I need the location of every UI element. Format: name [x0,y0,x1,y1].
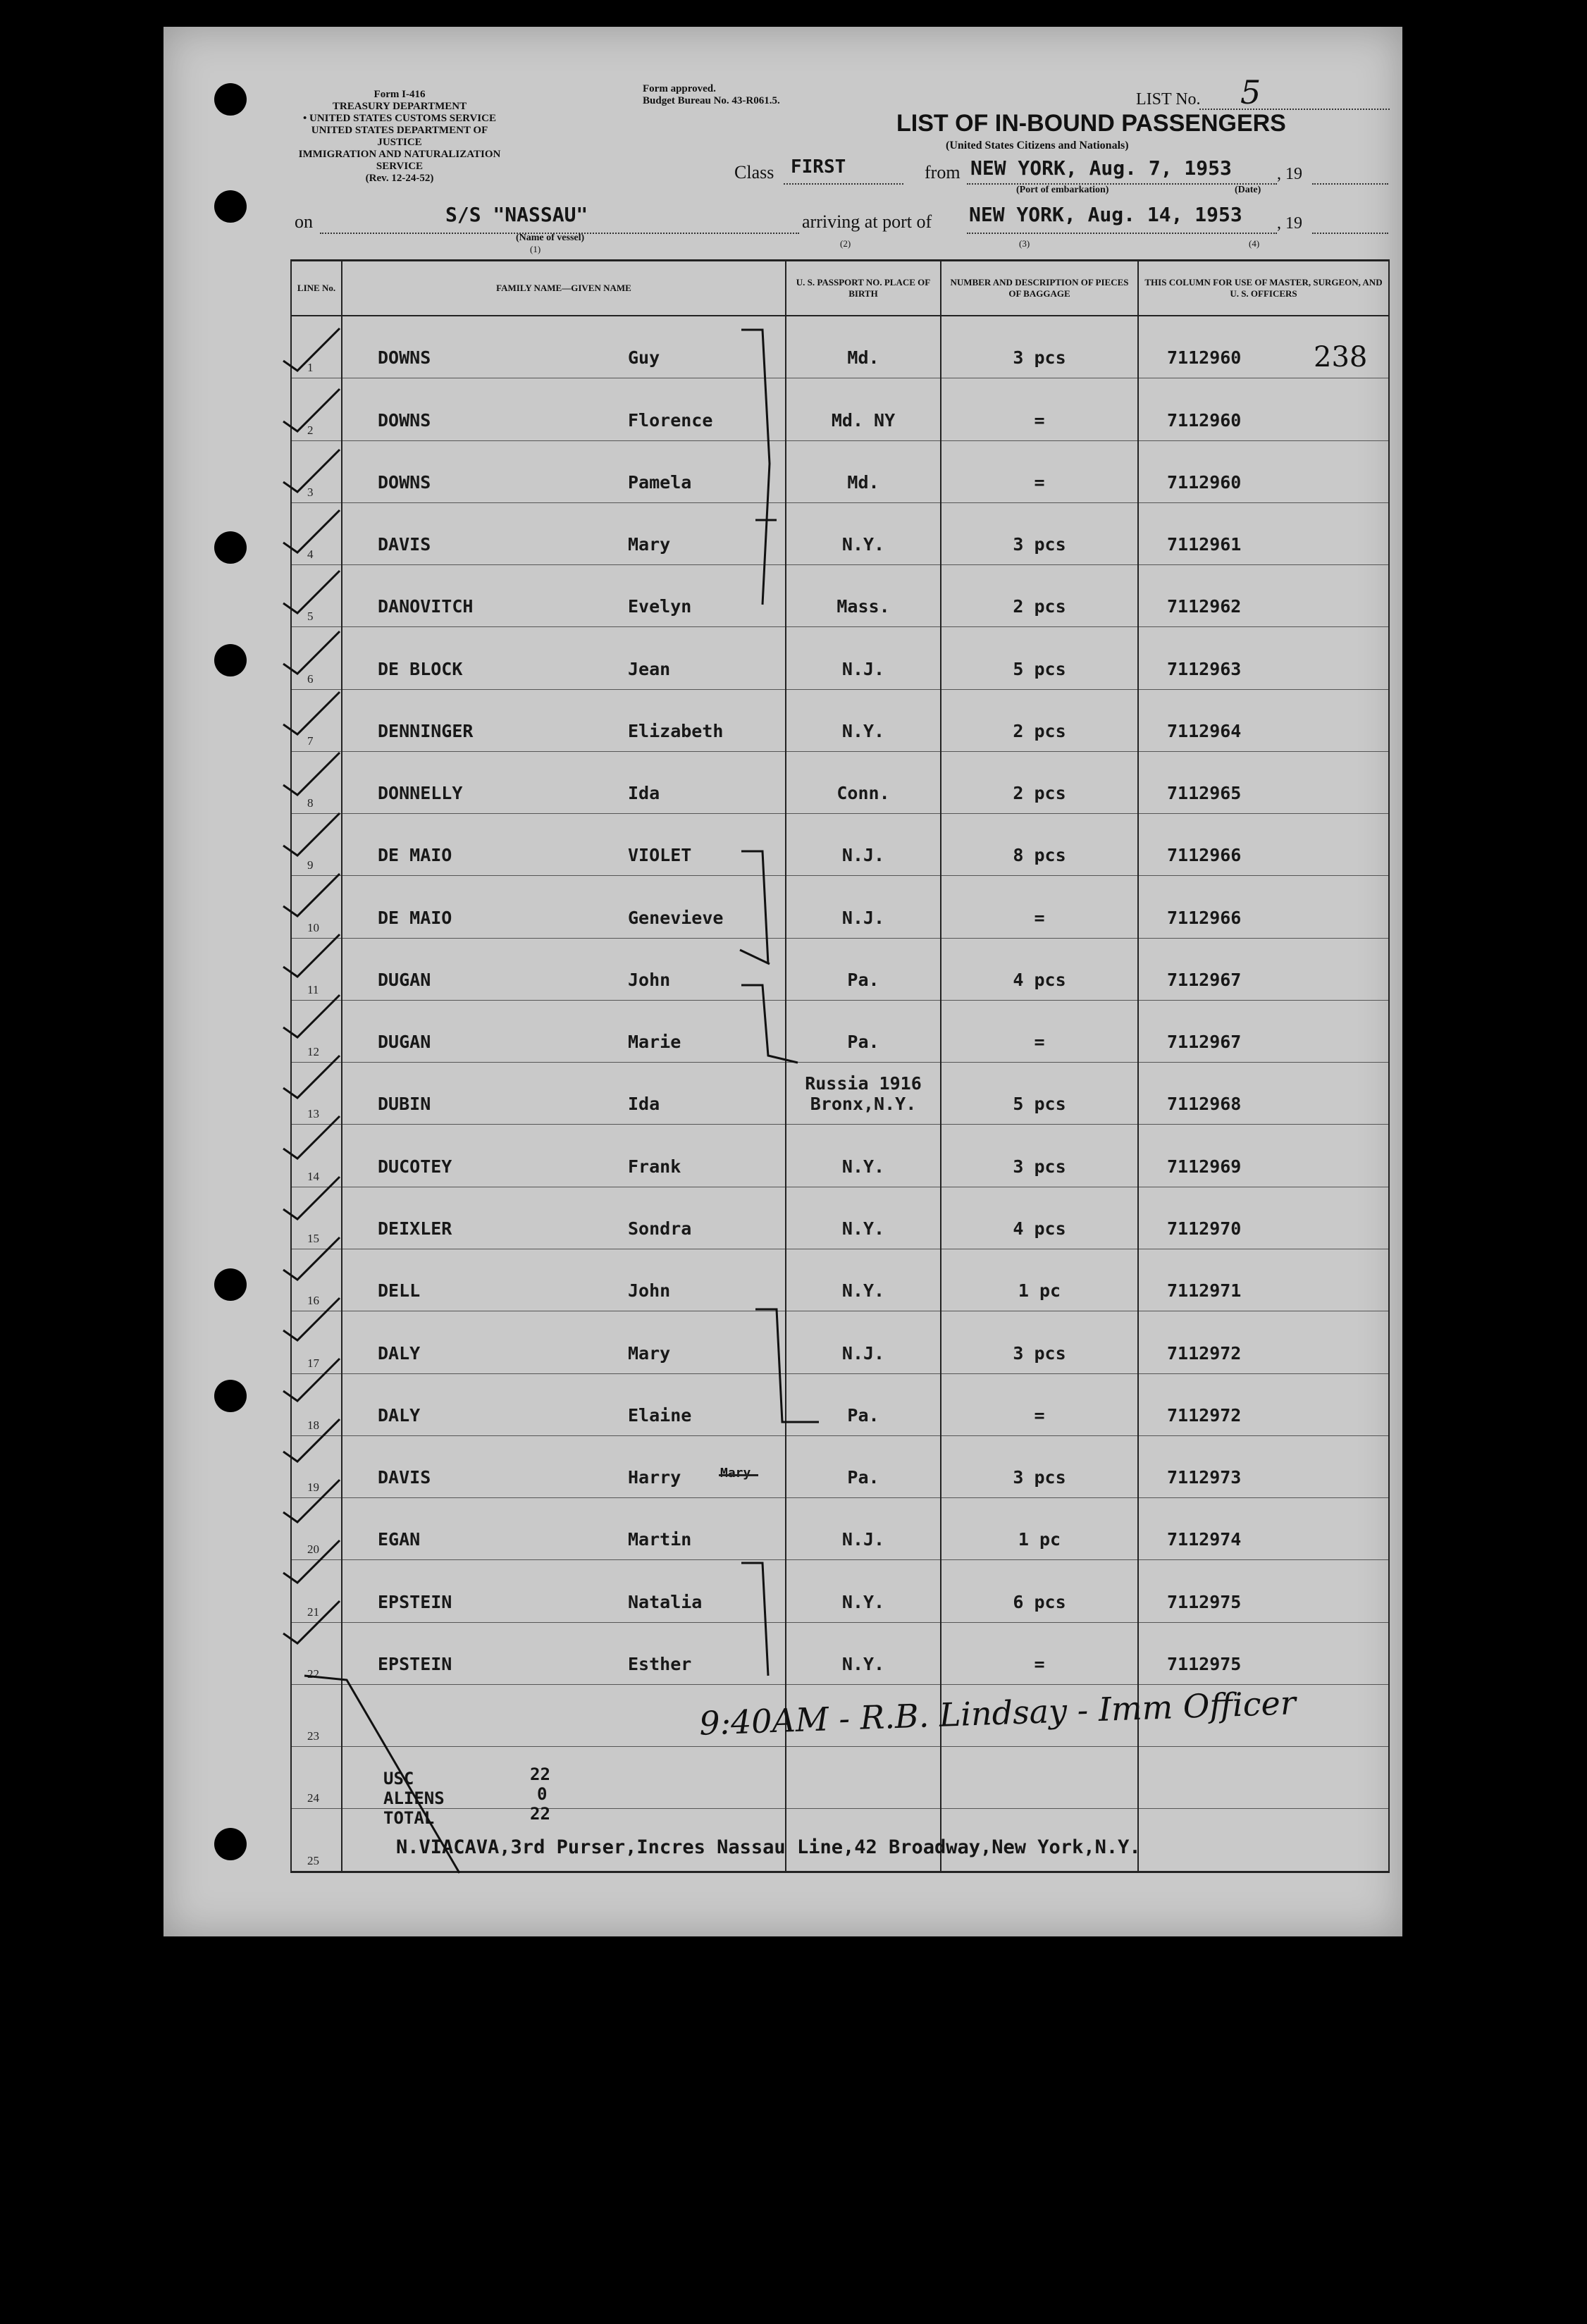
usc-label: USC [383,1769,414,1788]
check-mark [283,389,340,431]
line-number: 23 [307,1729,319,1743]
check-mark [283,1419,340,1461]
check-mark [283,874,340,916]
col-header-officers: THIS COLUMN FOR USE OF MASTER, SURGEON, AND U. S. OFFICERS [1138,261,1389,316]
line-number: 15 [307,1232,319,1245]
given-name: Harry [628,1467,681,1488]
given-name: Marie [628,1032,681,1053]
line-number: 10 [307,920,319,934]
family-name: DE MAIO [378,845,452,866]
place-of-birth: Russia 1916 Bronx,N.Y. [805,1073,922,1115]
given-name: Martin [628,1529,692,1550]
baggage-count: 3 pcs [1013,1467,1066,1488]
baggage-count: 5 pcs [1013,658,1066,679]
family-name: DOWNS [378,471,431,493]
family-name: DELL [378,1280,421,1302]
list-no-value: 5 [1240,73,1261,111]
line-number: 14 [307,1169,319,1183]
check-mark [283,510,340,552]
baggage-count: 2 pcs [1013,783,1066,804]
baggage-count: 1 pc [1018,1529,1061,1550]
baggage-count: 5 pcs [1013,1094,1066,1115]
vessel-caption: (Name of vessel) [516,233,585,243]
list-no-label: LIST No. [1136,90,1201,109]
line-number: 19 [307,1481,319,1495]
bracket-mark [741,985,798,1063]
family-name: DOWNS [378,409,431,431]
check-mark [283,1298,340,1340]
inspector-handwriting: 9:40AM - R.B. Lindsay - Imm Officer [698,1683,1297,1743]
place-of-birth: N.J. [841,658,885,679]
officer-number: 7112975 [1167,1653,1242,1674]
justice-label: UNITED STATES DEPARTMENT OF JUSTICE [311,125,488,148]
given-name: Elaine [628,1404,692,1426]
total-label: TOTAL [383,1808,435,1828]
given-name: Guy [628,347,660,369]
col-header-line: LINE No. [291,261,342,316]
revision-label: (Rev. 12-24-52) [365,173,434,184]
given-name: Esther [628,1653,692,1674]
baggage-count: = [1034,907,1045,928]
form-number: Form I-416 [373,89,426,100]
line-number: 9 [307,858,314,872]
officer-number: 7112973 [1167,1467,1242,1488]
port-embark-caption: (Port of embarkation) [1016,185,1109,195]
family-name: EGAN [378,1529,421,1550]
check-marks [163,27,1402,1936]
on-label: on [295,211,313,232]
baggage-count: 4 pcs [1013,969,1066,990]
officer-number: 7112967 [1167,969,1242,990]
officer-number: 7112968 [1167,1094,1242,1115]
line-number: 20 [307,1543,319,1557]
place-of-birth: N.J. [841,845,885,866]
officer-number: 7112960 [1167,471,1242,493]
family-name: DANOVITCH [378,596,474,617]
line-number: 21 [307,1605,319,1619]
check-mark [283,1116,340,1158]
line-number: 6 [307,672,314,686]
check-mark [283,934,340,977]
from-year: , 19 [1277,165,1302,183]
place-of-birth: Pa. [847,1032,879,1053]
check-mark [283,328,340,371]
baggage-count: 8 pcs [1013,845,1066,866]
given-name: Natalia [628,1591,703,1612]
place-of-birth: N.Y. [841,720,885,741]
family-name: DUGAN [378,1032,431,1053]
total-strike [304,1676,459,1873]
vessel-name: S/S "NASSAU" [445,203,588,226]
given-name: Jean [628,658,671,679]
col-header-name: FAMILY NAME—GIVEN NAME [342,261,786,316]
officer-number: 7112970 [1167,1218,1242,1239]
family-name: DEIXLER [378,1218,452,1239]
given-name: Sondra [628,1218,692,1239]
given-name: Genevieve [628,907,724,928]
officer-number: 7112972 [1167,1404,1242,1426]
treasury-label: TREASURY DEPARTMENT [332,101,467,112]
officer-number: 7112975 [1167,1591,1242,1612]
officer-number: 7112969 [1167,1156,1242,1177]
given-name: Pamela [628,471,692,493]
given-name: Frank [628,1156,681,1177]
given-name: John [628,969,671,990]
family-name: DALY [378,1342,421,1364]
baggage-count: 4 pcs [1013,1218,1066,1239]
baggage-count: 3 pcs [1013,347,1066,369]
given-name: Florence [628,409,713,431]
line-number: 24 [307,1791,319,1805]
given-name: John [628,1280,671,1302]
baggage-count: 2 pcs [1013,720,1066,741]
officer-number: 7112972 [1167,1342,1242,1364]
col4-number: (4) [1249,238,1260,249]
officer-number: 7112966 [1167,907,1242,928]
place-of-birth: Md. [847,347,879,369]
from-label: from [925,162,961,183]
baggage-count: 1 pc [1018,1280,1061,1302]
col1-number: (1) [530,244,541,254]
line-number: 7 [307,734,314,748]
line-number: 11 [307,982,319,996]
place-of-birth: N.J. [841,1529,885,1550]
check-mark [283,813,340,855]
baggage-count: = [1034,1032,1045,1053]
line-number: 5 [307,610,314,624]
officer-number: 7112971 [1167,1280,1242,1302]
line-number: 17 [307,1356,319,1370]
arriving-year: , 19 [1277,214,1302,233]
check-mark [283,631,340,674]
baggage-count: = [1034,409,1045,431]
row19-struck-given: Mary [720,1466,751,1481]
bracket-mark [741,1563,768,1676]
place-of-birth: Conn. [836,783,890,804]
place-of-birth: N.Y. [841,1280,885,1302]
place-of-birth: Md. NY [831,409,896,431]
aliens-label: ALIENS [383,1788,445,1808]
family-name: DAVIS [378,534,431,555]
check-mark [283,1601,340,1643]
officer-number: 7112967 [1167,1032,1242,1053]
line-number: 22 [307,1667,319,1681]
page-subtitle: (United States Citizens and Nationals) [946,140,1129,152]
place-of-birth: N.Y. [841,534,885,555]
family-name: DENNINGER [378,720,474,741]
customs-label: • UNITED STATES CUSTOMS SERVICE [303,113,496,124]
check-mark [283,1540,340,1583]
arriving-value: NEW YORK, Aug. 14, 1953 [969,203,1242,226]
place-of-birth: N.Y. [841,1591,885,1612]
baggage-count: 3 pcs [1013,1156,1066,1177]
place-of-birth: N.J. [841,907,885,928]
check-mark [283,450,340,492]
baggage-count: = [1034,1653,1045,1674]
baggage-count: 2 pcs [1013,596,1066,617]
baggage-count: = [1034,471,1045,493]
place-of-birth: N.Y. [841,1653,885,1674]
place-of-birth: N.Y. [841,1156,885,1177]
family-name: DOWNS [378,347,431,369]
check-mark [283,571,340,613]
line-number: 1 [307,361,314,375]
form-approved: Form approved. [643,83,716,94]
given-name: Mary [628,1342,671,1364]
check-mark [283,1237,340,1280]
place-of-birth: Mass. [836,596,890,617]
purser-signature: N.VIACAVA,3rd Purser,Incres Nassau Line,42 Broadway,New York,N.Y. [396,1836,1141,1858]
baggage-count: 3 pcs [1013,534,1066,555]
officer-number: 7112960 [1167,347,1242,369]
officer-number: 7112974 [1167,1529,1242,1550]
place-of-birth: Md. [847,471,879,493]
check-mark [283,1359,340,1401]
class-value: FIRST [791,156,846,178]
line-number: 16 [307,1294,319,1308]
given-name: Ida [628,1094,660,1115]
col2-number: (2) [840,238,851,249]
from-value: NEW YORK, Aug. 7, 1953 [970,156,1232,180]
usc-value: 22 [530,1764,550,1784]
family-name: DALY [378,1404,421,1426]
family-name: DUGAN [378,969,431,990]
given-name: Evelyn [628,596,692,617]
family-name: DONNELLY [378,783,463,804]
baggage-count: = [1034,1404,1045,1426]
place-of-birth: Pa. [847,1404,879,1426]
col-header-baggage: NUMBER AND DESCRIPTION OF PIECES OF BAGGAGE [941,261,1138,316]
officer-number: 7112961 [1167,534,1242,555]
check-mark [283,1056,340,1098]
place-of-birth: Pa. [847,1467,879,1488]
ins-label: IMMIGRATION AND NATURALIZATION SERVICE [298,149,501,172]
row1-mark: 238 [1314,341,1368,373]
check-mark [283,753,340,795]
check-mark [283,692,340,734]
given-name: Ida [628,783,660,804]
family-name: EPSTEIN [378,1653,452,1674]
baggage-count: 6 pcs [1013,1591,1066,1612]
line-number: 8 [307,796,314,810]
bracket-mark [740,851,770,964]
budget-bureau: Budget Bureau No. 43-R061.5. [643,95,780,106]
line-number: 3 [307,485,314,499]
date-caption: (Date) [1235,185,1261,195]
line-number: 4 [307,548,314,562]
officer-number: 7112960 [1167,409,1242,431]
check-mark [283,995,340,1037]
family-name: DUBIN [378,1094,431,1115]
line-number: 25 [307,1854,319,1867]
family-name: DUCOTEY [378,1156,452,1177]
place-of-birth: Pa. [847,969,879,990]
officer-number: 7112962 [1167,596,1242,617]
given-name: VIOLET [628,845,692,866]
officer-number: 7112964 [1167,720,1242,741]
line-number: 12 [307,1045,319,1059]
page-title: LIST OF IN-BOUND PASSENGERS [896,110,1286,137]
col3-number: (3) [1019,238,1030,249]
check-mark [283,1480,340,1522]
place-of-birth: N.J. [841,1342,885,1364]
class-label: Class [734,162,774,183]
total-value: 22 [530,1804,550,1824]
officer-number: 7112965 [1167,783,1242,804]
col-header-passport: U. S. PASSPORT NO. PLACE OF BIRTH [786,261,941,316]
line-number: 18 [307,1418,319,1432]
aliens-value: 0 [537,1784,548,1804]
manifest-page [163,27,1402,1936]
given-name: Mary [628,534,671,555]
line-number: 2 [307,423,314,437]
officer-number: 7112966 [1167,845,1242,866]
arriving-label: arriving at port of [802,211,932,232]
family-name: DE BLOCK [378,658,463,679]
bracket-mark [755,1309,819,1422]
family-name: EPSTEIN [378,1591,452,1612]
given-name: Elizabeth [628,720,724,741]
family-name: DE MAIO [378,907,452,928]
bracket-mark [741,330,777,605]
place-of-birth: N.Y. [841,1218,885,1239]
baggage-count: 3 pcs [1013,1342,1066,1364]
family-name: DAVIS [378,1467,431,1488]
check-mark [283,1177,340,1219]
officer-number: 7112963 [1167,658,1242,679]
line-number: 13 [307,1107,319,1121]
